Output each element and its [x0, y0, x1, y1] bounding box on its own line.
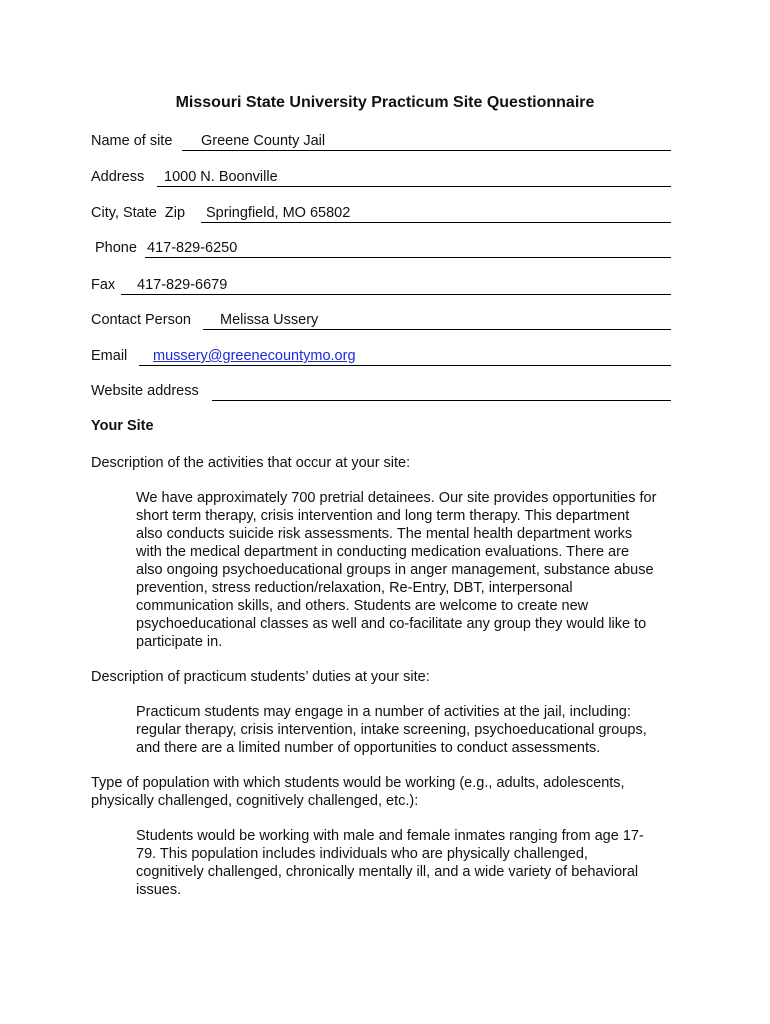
question-activities-prompt: Description of the activities that occur at your site: [91, 455, 411, 471]
answer-line: short term therapy, crisis intervention and long term therapy. This department [136, 508, 630, 524]
field-fax [91, 275, 671, 295]
city-state-zip-underline [201, 222, 671, 223]
site-name-value: Greene County Jail [201, 133, 326, 149]
fax-value: 417-829-6679 [137, 277, 228, 293]
field-site-name [91, 131, 671, 151]
answer-line: issues. [136, 882, 182, 898]
question-activities-answer [136, 489, 686, 651]
question-population-answer [136, 827, 686, 899]
field-email [91, 346, 671, 366]
prompt-line: Type of population with which students would be working (e.g., adults, adolescents, [91, 775, 625, 791]
question-duties-prompt: Description of practicum students’ duties at your site: [91, 669, 430, 685]
fax-label: Fax [91, 277, 116, 293]
website-label: Website address [91, 383, 199, 399]
contact-person-value: Melissa Ussery [220, 312, 319, 328]
section-heading-your-site: Your Site [91, 418, 154, 434]
answer-line: 79. This population includes individuals who are physically challenged, [136, 846, 588, 862]
answer-line: cognitively challenged, chronically mentally ill, and a wide variety of behavioral [136, 864, 639, 880]
field-address [91, 167, 671, 187]
field-city-state-zip [91, 203, 671, 223]
answer-line: participate in. [136, 634, 223, 650]
contact-person-label: Contact Person [91, 312, 191, 328]
answer-line: also conducts suicide risk assessments. The mental health department works [136, 526, 633, 542]
fax-underline [121, 294, 671, 295]
email-link[interactable]: mussery@greenecountymo.org [153, 348, 356, 364]
answer-line: Practicum students may engage in a number of activities at the jail, including: [136, 704, 631, 720]
address-value: 1000 N. Boonville [164, 169, 278, 185]
document-title: Missouri State University Practicum Site Questionnaire [175, 94, 595, 111]
answer-line: regular therapy, crisis intervention, intake screening, psychoeducational groups, [136, 722, 647, 738]
phone-label: Phone [95, 240, 137, 256]
answer-line: psychoeducational classes as well and co-facilitate any group they would like to [136, 616, 647, 632]
city-state-zip-value: Springfield, MO 65802 [206, 205, 351, 221]
answer-line: We have approximately 700 pretrial detainees. Our site provides opportunities for [136, 490, 657, 506]
phone-underline [145, 257, 671, 258]
field-contact-person [91, 310, 671, 330]
city-state-zip-label: City, State Zip [91, 205, 186, 221]
field-phone [91, 238, 671, 258]
answer-line: Students would be working with male and female inmates ranging from age 17- [136, 828, 644, 844]
address-underline [157, 186, 671, 187]
email-underline [139, 365, 671, 366]
answer-line: communication skills, and others. Students are welcome to create new [136, 598, 589, 614]
prompt-line: physically challenged, cognitively challenged, etc.): [91, 793, 419, 809]
address-label: Address [91, 169, 145, 185]
answer-line: also ongoing psychoeducational groups in anger management, substance abuse [136, 562, 654, 578]
email-label: Email [91, 348, 128, 364]
contact-person-underline [203, 329, 671, 330]
phone-value: 417-829-6250 [147, 240, 238, 256]
question-population-prompt [91, 774, 691, 810]
site-name-label: Name of site [91, 133, 173, 149]
answer-line: with the medical department in conducting medication evaluations. There are [136, 544, 630, 560]
question-duties-answer [136, 703, 686, 757]
site-name-underline [182, 150, 671, 151]
answer-line: and there are a limited number of opportunities to conduct assessments. [136, 740, 601, 756]
website-underline [212, 400, 671, 401]
answer-line: prevention, stress reduction/relaxation, Re-Entry, DBT, interpersonal [136, 580, 573, 596]
field-website [91, 381, 671, 401]
